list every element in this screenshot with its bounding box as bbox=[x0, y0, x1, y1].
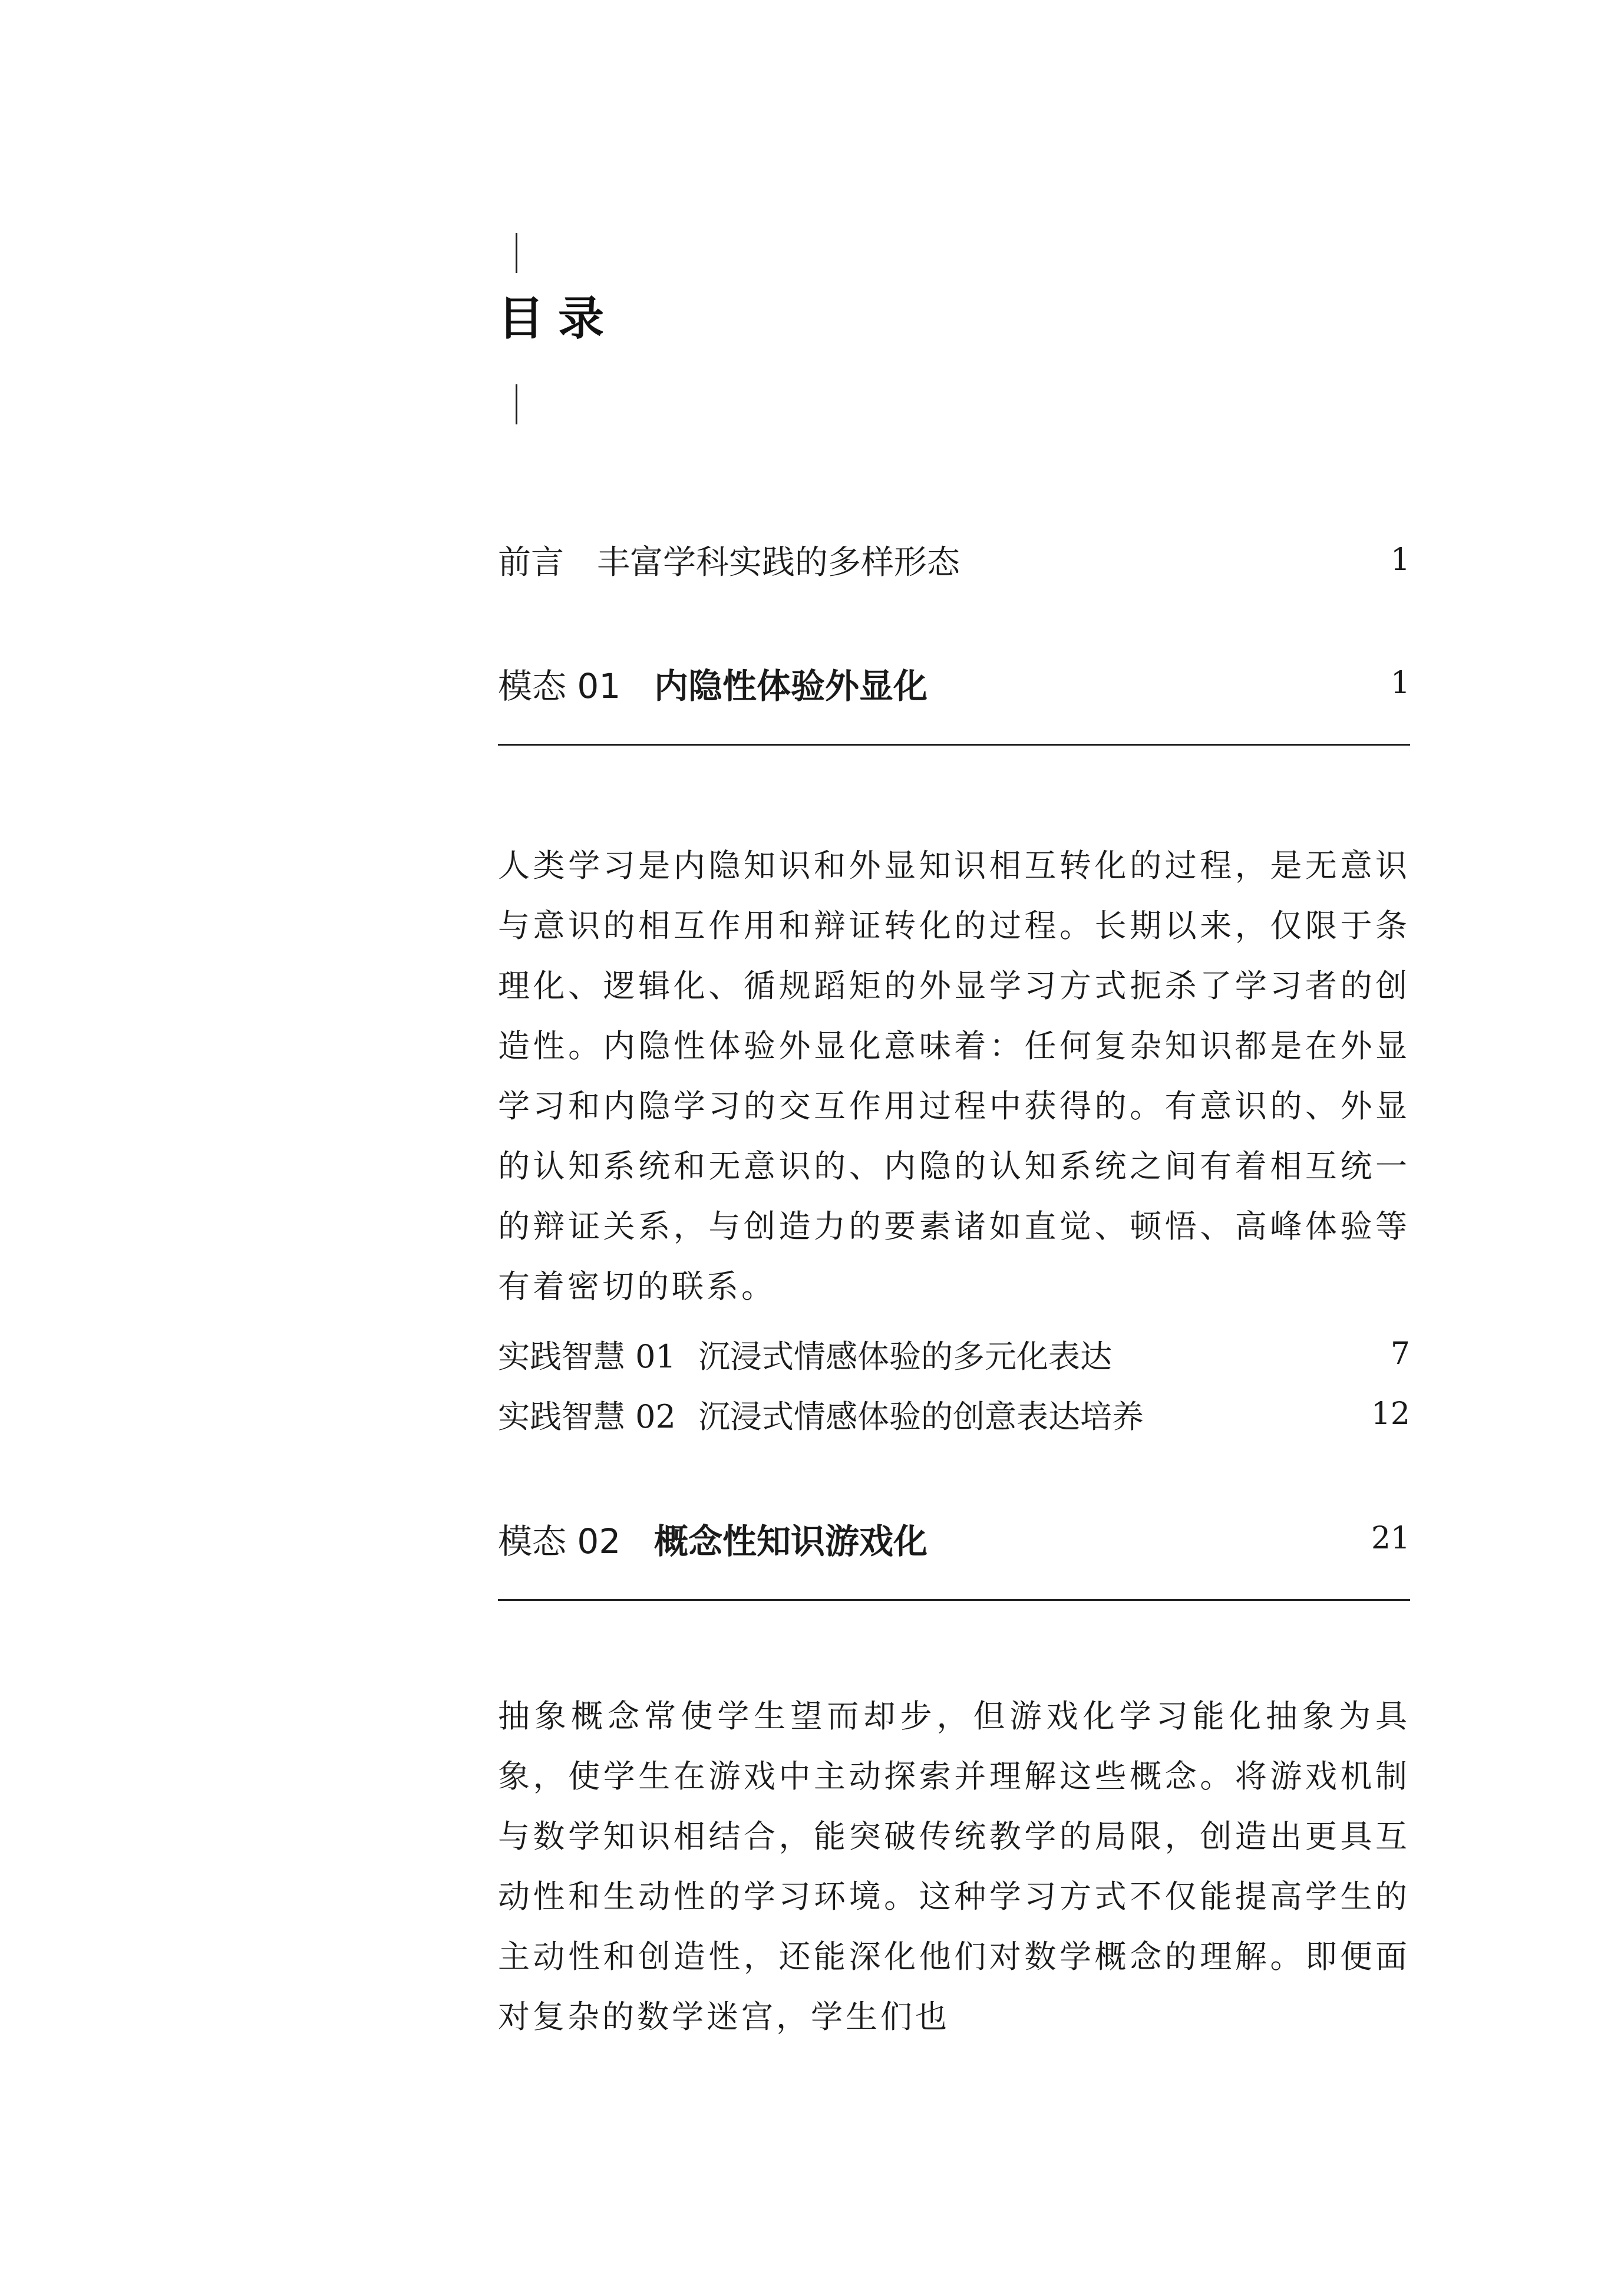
practice-label: 实践智慧 01 bbox=[498, 1337, 676, 1375]
module-page: 1 bbox=[1390, 665, 1410, 701]
toc-practice-01[interactable] bbox=[498, 1324, 1410, 1383]
toc-module-02[interactable] bbox=[498, 1509, 1410, 1568]
module-label: 模态 02 bbox=[498, 1521, 621, 1561]
section-divider bbox=[498, 1599, 1410, 1601]
toc-entry-page: 1 bbox=[1390, 542, 1410, 578]
practice-label: 实践智慧 02 bbox=[498, 1398, 676, 1435]
practice-title: 沉浸式情感体验的创意表达培养 bbox=[698, 1398, 1144, 1435]
toc-entry-label: 前言 bbox=[498, 543, 564, 582]
toc-module-01[interactable] bbox=[498, 654, 1410, 713]
module-label: 模态 01 bbox=[498, 666, 621, 706]
title-decor-bar-bottom bbox=[516, 384, 517, 424]
module-intro-paragraph: 抽象概念常使学生望而却步，但游戏化学习能化抽象为具象，使学生在游戏中主动探索并理解这些概念。将游戏机制与数学知识相结合，能突破传统教学的局限，创造出更具互动性和生动性的学习环境。这种学习方式不仅能提高学生的主动性和创造性，还能深化他们对数学概念的理解。即便面对复杂的数学迷宫，学生们也 bbox=[498, 1698, 1410, 2035]
toc-entry-title: 丰富学科实践的多样形态 bbox=[597, 543, 960, 582]
module-intro-paragraph: 人类学习是内隐知识和外显知识相互转化的过程，是无意识与意识的相互作用和辩证转化的过程。长期以来，仅限于条理化、逻辑化、循规蹈矩的外显学习方式扼杀了学习者的创造性。内隐性体验外显化意味着：任何复杂知识都是在外显学习和内隐学习的交互作用过程中获得的。有意识的、外显的认知系统和无意识的、内隐的认知系统之间有着相互统一的辩证关系，与创造力的要素诸如直觉、顿悟、高峰体验等有着密切的联系。 bbox=[498, 847, 1410, 1305]
practice-title: 沉浸式情感体验的多元化表达 bbox=[698, 1337, 1112, 1375]
module-title: 内隐性体验外显化 bbox=[654, 666, 928, 706]
module-title: 概念性知识游戏化 bbox=[654, 1521, 928, 1561]
practice-page: 12 bbox=[1371, 1396, 1410, 1432]
practice-page: 7 bbox=[1390, 1336, 1410, 1372]
page-title: 目录 bbox=[498, 292, 619, 345]
title-decor-bar-top bbox=[516, 233, 517, 273]
module-page: 21 bbox=[1371, 1521, 1410, 1556]
toc-practice-02[interactable] bbox=[498, 1385, 1410, 1444]
section-divider bbox=[498, 744, 1410, 746]
toc-entry-preface[interactable] bbox=[498, 530, 1410, 589]
